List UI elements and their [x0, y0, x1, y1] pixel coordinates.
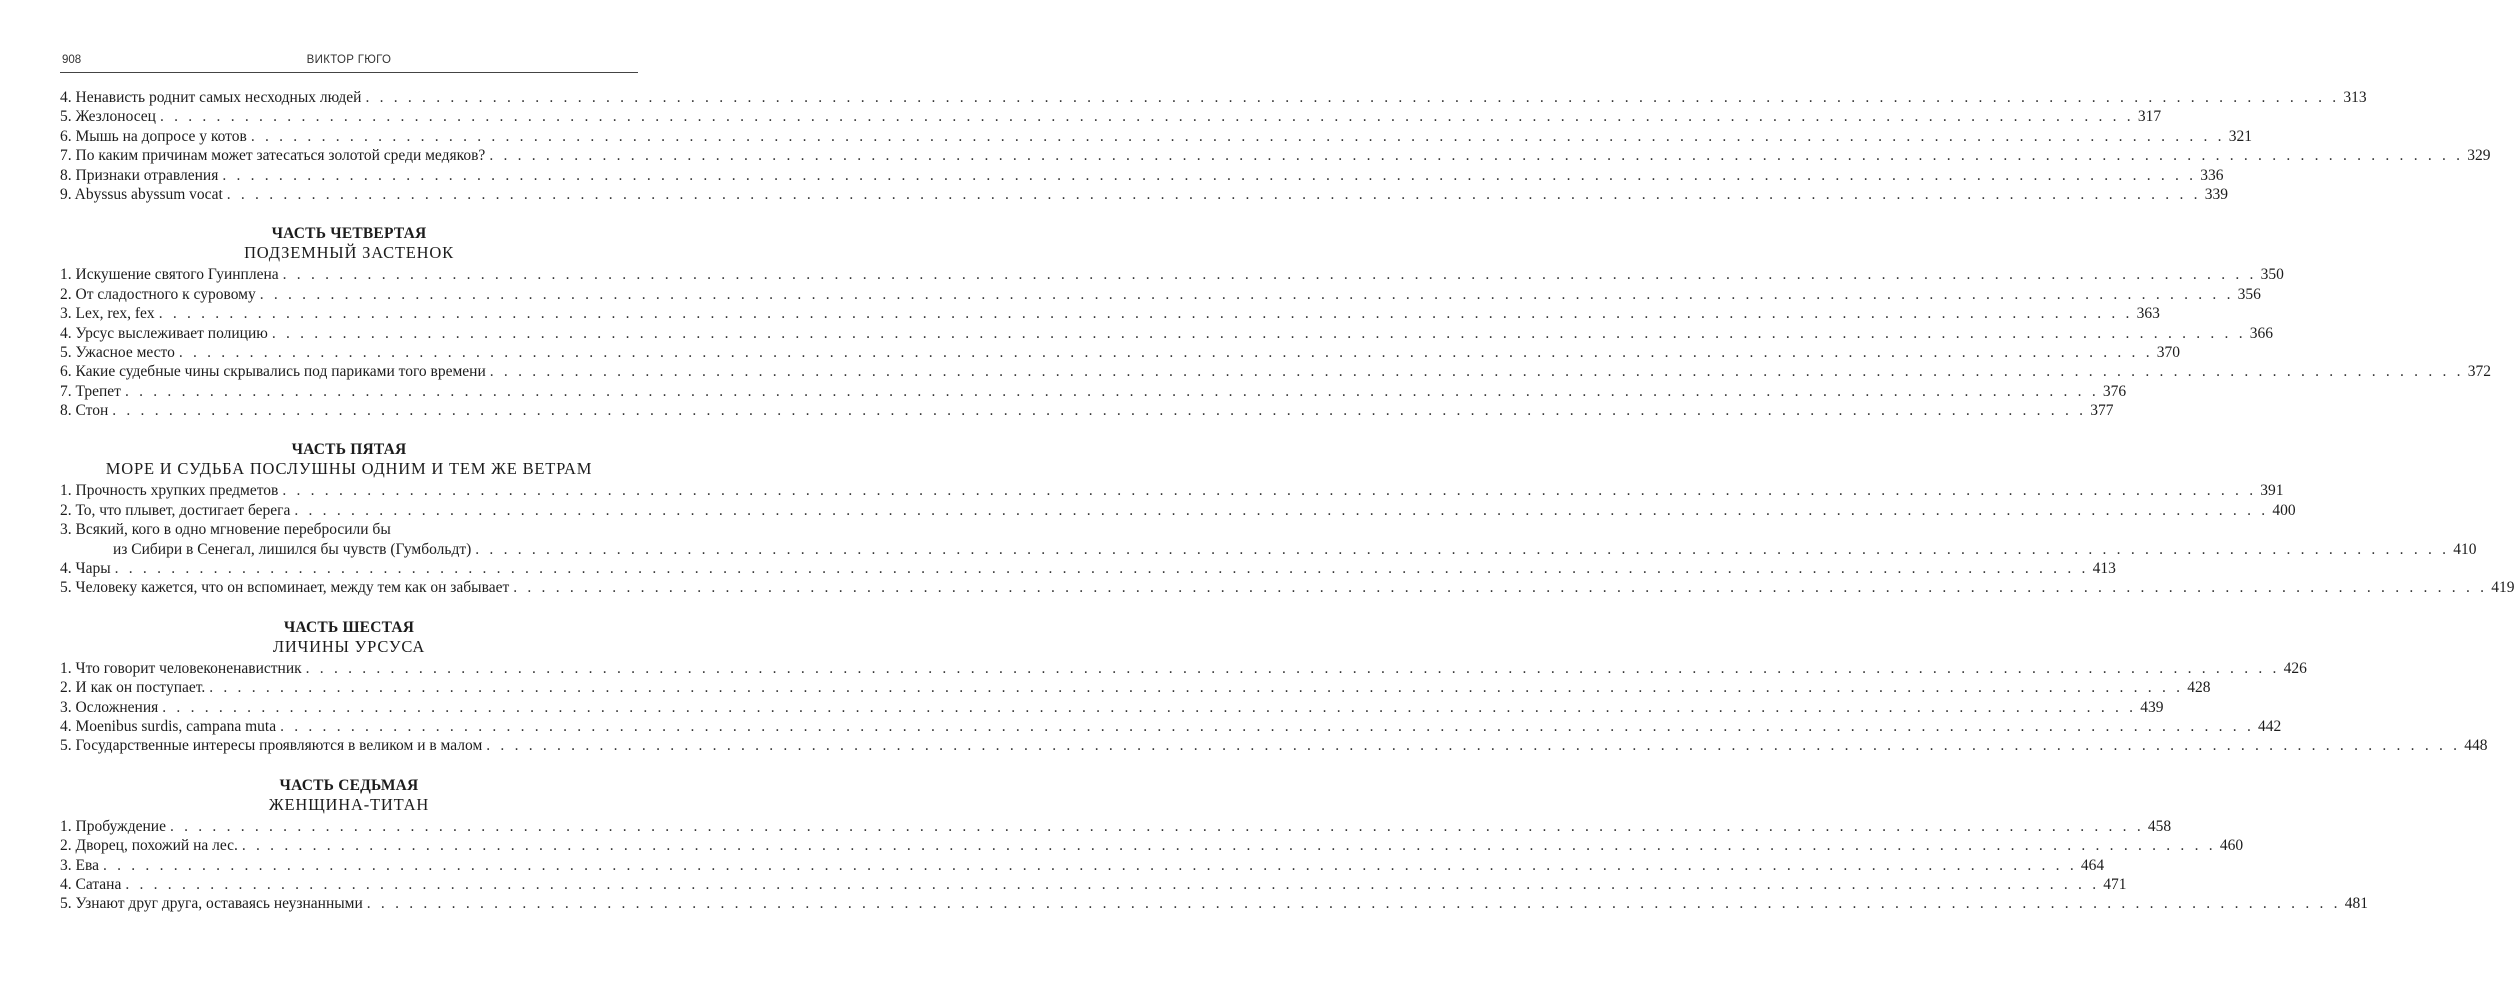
chapter-title: 3. Ева [60, 856, 99, 874]
chapter-title: из Сибири в Сенегал, лишился бы чувств (Гумбольдт) [113, 540, 472, 558]
toc-line [60, 698, 2164, 717]
chapter-title: 1. Прочность хрупких предметов [60, 482, 279, 500]
toc-entry[interactable] [60, 146, 2491, 165]
chapter-title: 4. Сатана [60, 875, 122, 893]
toc-entry[interactable] [60, 875, 2127, 894]
part-subtitle: МОРЕ И СУДЬБА ПОСЛУШНЫ ОДНИМ И ТЕМ ЖЕ ВЕТРАМ [105, 459, 593, 479]
dot-leader: . . . . . . . . . . . . . . . . . . . . . . . . . . . . . . . . . . . . . . . . . . . . . . . . . . . . . . . . . . . . . . . . . . . . . . . . . . . . . . . . . . . . . . . . . . . . . . . . . . . . . . . . . . . . . . . . . . . . . . . . . . . . . . . . . . . . . . . . . . . . [209, 679, 2184, 697]
dot-leader: . . . . . . . . . . . . . . . . . . . . . . . . . . . . . . . . . . . . . . . . . . . . . . . . . . . . . . . . . . . . . . . . . . . . . . . . . . . . . . . . . . . . . . . . . . . . . . . . . . . . . . . . . . . . . . . . . . . . . . . . . . . . . . . . . . . . . . . . . . . . [124, 382, 2099, 400]
chapter-title: 5. Государственные интересы проявляются в великом и в малом [60, 737, 483, 755]
dot-leader: . . . . . . . . . . . . . . . . . . . . . . . . . . . . . . . . . . . . . . . . . . . . . . . . . . . . . . . . . . . . . . . . . . . . . . . . . . . . . . . . . . . . . . . . . . . . . . . . . . . . . . . . . . . . . . . . . . . . . . . . . . . . . . . . . . . . . . . . . . . . [486, 737, 2461, 755]
toc-line [60, 717, 2282, 736]
page-ref: 426 [2283, 659, 2307, 677]
chapter-title: 5. Человеку кажется, что он вспоминает, между тем как он забывает [60, 579, 510, 597]
page-ref: 413 [2092, 560, 2116, 578]
toc-line [60, 540, 2477, 559]
toc-entry[interactable] [60, 559, 2116, 578]
toc-line [60, 736, 2488, 755]
toc-entry[interactable] [60, 324, 2274, 343]
toc-line [60, 166, 2224, 185]
toc-line [60, 520, 638, 539]
dot-leader: . . . . . . . . . . . . . . . . . . . . . . . . . . . . . . . . . . . . . . . . . . . . . . . . . . . . . . . . . . . . . . . . . . . . . . . . . . . . . . . . . . . . . . . . . . . . . . . . . . . . . . . . . . . . . . . . . . . . . . . . . . . . . . . . . . . . . . . . . . . . [158, 305, 2133, 323]
toc-line [60, 265, 2284, 284]
toc-line [60, 578, 2514, 597]
dot-leader: . . . . . . . . . . . . . . . . . . . . . . . . . . . . . . . . . . . . . . . . . . . . . . . . . . . . . . . . . . . . . . . . . . . . . . . . . . . . . . . . . . . . . . . . . . . . . . . . . . . . . . . . . . . . . . . . . . . . . . . . . . . . . . . . . . . . . . . . . . . . [271, 324, 2246, 342]
toc-entry[interactable] [60, 185, 2228, 204]
page-ref: 481 [2344, 895, 2368, 913]
page-ref: 356 [2237, 285, 2261, 303]
chapter-title: 4. Ненависть роднит самых несходных людей [60, 89, 362, 106]
toc-entry[interactable] [60, 88, 2367, 107]
dot-leader: . . . . . . . . . . . . . . . . . . . . . . . . . . . . . . . . . . . . . . . . . . . . . . . . . . . . . . . . . . . . . . . . . . . . . . . . . . . . . . . . . . . . . . . . . . . . . . . . . . . . . . . . . . . . . . . . . . . . . . . . . . . . . . . . . . . . . . . . . . . . [112, 402, 2087, 420]
page-ref: 391 [2260, 482, 2284, 500]
page-ref: 458 [2147, 817, 2172, 835]
toc-line [60, 304, 2160, 323]
dot-leader: . . . . . . . . . . . . . . . . . . . . . . . . . . . . . . . . . . . . . . . . . . . . . . . . . . . . . . . . . . . . . . . . . . . . . . . . . . . . . . . . . . . . . . . . . . . . . . . . . . . . . . . . . . . . . . . . . . . . . . . . . . . . . . . . . . . . . . . . . . . . [125, 875, 2100, 893]
dot-leader: . . . . . . . . . . . . . . . . . . . . . . . . . . . . . . . . . . . . . . . . . . . . . . . . . . . . . . . . . . . . . . . . . . . . . . . . . . . . . . . . . . . . . . . . . . . . . . . . . . . . . . . . . . . . . . . . . . . . . . . . . . . . . . . . . . . . . . . . . . . . [162, 698, 2137, 716]
chapter-title: 2. И как он поступает. [60, 679, 206, 697]
chapter-title: 3. Lex, rex, fex [60, 305, 155, 323]
toc-entry[interactable] [60, 659, 2307, 678]
page-ref: 377 [2090, 402, 2114, 420]
page-ref: 317 [2137, 108, 2162, 126]
page-ref: 339 [2204, 185, 2228, 203]
dot-leader: . . . . . . . . . . . . . . . . . . . . . . . . . . . . . . . . . . . . . . . . . . . . . . . . . . . . . . . . . . . . . . . . . . . . . . . . . . . . . . . . . . . . . . . . . . . . . . . . . . . . . . . . . . . . . . . . . . . . . . . . . . . . . . . . . . . . . . . . . . . . [294, 501, 2269, 519]
toc-line [60, 127, 2253, 146]
toc-section [60, 440, 2514, 597]
chapter-title: 9. Abyssus abyssum vocat [60, 185, 223, 203]
toc-entry[interactable] [60, 382, 2127, 401]
page-ref: 329 [2467, 147, 2491, 165]
chapter-title: 5. Жезлоносец [60, 108, 156, 126]
toc-line [60, 894, 2368, 913]
dot-leader: . . . . . . . . . . . . . . . . . . . . . . . . . . . . . . . . . . . . . . . . . . . . . . . . . . . . . . . . . . . . . . . . . . . . . . . . . . . . . . . . . . . . . . . . . . . . . . . . . . . . . . . . . . . . . . . . . . . . . . . . . . . . . . . . . . . . . . . . . . . . [489, 363, 2464, 381]
chapter-title: 2. То, что плывет, достигает берега [60, 501, 291, 519]
dot-leader: . . . . . . . . . . . . . . . . . . . . . . . . . . . . . . . . . . . . . . . . . . . . . . . . . . . . . . . . . . . . . . . . . . . . . . . . . . . . . . . . . . . . . . . . . . . . . . . . . . . . . . . . . . . . . . . . . . . . . . . . . . . . . . . . . . . . . . . . . . . . [282, 482, 2257, 500]
toc-entry[interactable] [60, 166, 2224, 185]
toc-entry[interactable] [60, 501, 2296, 520]
toc-entry[interactable] [60, 285, 2261, 304]
toc-line [60, 146, 2491, 165]
toc-section [60, 776, 2368, 914]
part-heading: ЧАСТЬ ШЕСТАЯ [283, 618, 415, 636]
dot-leader: . . . . . . . . . . . . . . . . . . . . . . . . . . . . . . . . . . . . . . . . . . . . . . . . . . . . . . . . . . . . . . . . . . . . . . . . . . . . . . . . . . . . . . . . . . . . . . . . . . . . . . . . . . . . . . . . . . . . . . . . . . . . . . . . . . . . . . . . . . . . [366, 895, 2341, 913]
toc-entry[interactable] [60, 265, 2284, 284]
page-ref: 336 [2200, 166, 2224, 184]
toc-entry[interactable] [60, 817, 2172, 836]
dot-leader: . . . . . . . . . . . . . . . . . . . . . . . . . . . . . . . . . . . . . . . . . . . . . . . . . . . . . . . . . . . . . . . . . . . . . . . . . . . . . . . . . . . . . . . . . . . . . . . . . . . . . . . . . . . . . . . . . . . . . . . . . . . . . . . . . . . . . . . . . . . . [169, 817, 2144, 835]
page-ref: 442 [2258, 717, 2282, 735]
toc-line [60, 559, 2116, 578]
dot-leader: . . . . . . . . . . . . . . . . . . . . . . . . . . . . . . . . . . . . . . . . . . . . . . . . . . . . . . . . . . . . . . . . . . . . . . . . . . . . . . . . . . . . . . . . . . . . . . . . . . . . . . . . . . . . . . . . . . . . . . . . . . . . . . . . . . . . . . . . . . . . [489, 147, 2464, 165]
chapter-title: 2. От сладостного к суровому [60, 285, 256, 303]
dot-leader: . . . . . . . . . . . . . . . . . . . . . . . . . . . . . . . . . . . . . . . . . . . . . . . . . . . . . . . . . . . . . . . . . . . . . . . . . . . . . . . . . . . . . . . . . . . . . . . . . . . . . . . . . . . . . . . . . . . . . . . . . . . . . . . . . . . . . . . . . . . . [513, 579, 2488, 597]
chapter-title: 5. Ужасное место [60, 343, 175, 361]
page-ref: 471 [2103, 875, 2127, 893]
toc-entry[interactable] [60, 362, 2491, 381]
chapter-title: 8. Стон [60, 402, 109, 420]
page-ref: 313 [2343, 89, 2367, 106]
part-subtitle: ЛИЧИНЫ УРСУСА [272, 636, 426, 656]
chapter-title: 6. Мышь на допросе у котов [60, 127, 247, 145]
toc-line [60, 481, 2284, 500]
toc-line [60, 88, 2367, 107]
toc-entry[interactable] [60, 107, 2162, 126]
chapter-title: 1. Что говорит человеконенавистник [60, 659, 302, 677]
page-ref: 350 [2260, 266, 2284, 284]
chapter-title: 7. Трепет [60, 382, 121, 400]
chapter-title: 4. Чары [60, 560, 111, 578]
chapter-title: 7. По каким причинам может затесаться золотой среди медяков? [60, 147, 486, 165]
toc-entry[interactable] [60, 678, 2211, 697]
toc-entry[interactable] [60, 127, 2253, 146]
toc-entry[interactable] [60, 698, 2164, 717]
page-ref: 428 [2187, 679, 2211, 697]
toc-entry[interactable] [60, 736, 2488, 755]
dot-leader: . . . . . . . . . . . . . . . . . . . . . . . . . . . . . . . . . . . . . . . . . . . . . . . . . . . . . . . . . . . . . . . . . . . . . . . . . . . . . . . . . . . . . . . . . . . . . . . . . . . . . . . . . . . . . . . . . . . . . . . . . . . . . . . . . . . . . . . . . . . . [241, 837, 2216, 855]
toc-entry[interactable] [60, 304, 2160, 323]
table-of-contents [60, 88, 2514, 914]
chapter-title: 1. Пробуждение [60, 817, 166, 835]
toc-line [60, 285, 2261, 304]
part-heading: ЧАСТЬ СЕДЬМАЯ [279, 776, 419, 794]
dot-leader: . . . . . . . . . . . . . . . . . . . . . . . . . . . . . . . . . . . . . . . . . . . . . . . . . . . . . . . . . . . . . . . . . . . . . . . . . . . . . . . . . . . . . . . . . . . . . . . . . . . . . . . . . . . . . . . . . . . . . . . . . . . . . . . . . . . . . . . . . . . . [475, 540, 2450, 558]
page-ref: 439 [2140, 698, 2164, 716]
page-ref: 363 [2136, 305, 2160, 323]
page-ref: 464 [2080, 856, 2105, 874]
toc-line [60, 107, 2162, 126]
part-heading: ЧАСТЬ ПЯТАЯ [291, 441, 407, 459]
chapter-title: 4. Moenibus surdis, campana muta [60, 717, 277, 735]
dot-leader: . . . . . . . . . . . . . . . . . . . . . . . . . . . . . . . . . . . . . . . . . . . . . . . . . . . . . . . . . . . . . . . . . . . . . . . . . . . . . . . . . . . . . . . . . . . . . . . . . . . . . . . . . . . . . . . . . . . . . . . . . . . . . . . . . . . . . . . . . . . . [114, 560, 2089, 578]
toc-entry[interactable] [60, 856, 2105, 875]
chapter-title: 3. Всякий, кого в одно мгновение перебросили бы [60, 521, 391, 539]
page-ref: 448 [2464, 737, 2488, 755]
chapter-title: 2. Дворец, похожий на лес. [60, 837, 238, 855]
toc-entry[interactable] [60, 717, 2282, 736]
toc-line [60, 324, 2274, 343]
running-title: ВИКТОР ГЮГО [306, 54, 392, 66]
toc-section [60, 88, 2491, 204]
page-ref: 366 [2249, 324, 2274, 342]
toc-entry[interactable] [60, 343, 2181, 362]
chapter-title: 4. Урсус выслеживает полицию [60, 324, 268, 342]
toc-line [60, 817, 2172, 836]
toc-line [60, 501, 2296, 520]
toc-line [60, 185, 2228, 204]
toc-entry[interactable] [60, 520, 2477, 559]
page-ref: 400 [2272, 501, 2296, 519]
part-subtitle: ЖЕНЩИНА-ТИТАН [268, 794, 430, 814]
dot-leader: . . . . . . . . . . . . . . . . . . . . . . . . . . . . . . . . . . . . . . . . . . . . . . . . . . . . . . . . . . . . . . . . . . . . . . . . . . . . . . . . . . . . . . . . . . . . . . . . . . . . . . . . . . . . . . . . . . . . . . . . . . . . . . . . . . . . . . . . . . . . [305, 659, 2280, 677]
page-number: 908 [62, 54, 82, 66]
toc-entry[interactable] [60, 481, 2284, 500]
page-ref: 460 [2219, 837, 2244, 855]
toc-line [60, 678, 2211, 697]
toc-entry[interactable] [60, 894, 2368, 913]
dot-leader: . . . . . . . . . . . . . . . . . . . . . . . . . . . . . . . . . . . . . . . . . . . . . . . . . . . . . . . . . . . . . . . . . . . . . . . . . . . . . . . . . . . . . . . . . . . . . . . . . . . . . . . . . . . . . . . . . . . . . . . . . . . . . . . . . . . . . . . . . . . . [282, 266, 2257, 284]
toc-line [60, 343, 2181, 362]
chapter-title: 5. Узнают друг друга, оставаясь неузнанными [60, 895, 363, 913]
toc-entry[interactable] [60, 401, 2114, 420]
chapter-title: 3. Осложнения [60, 698, 159, 716]
toc-line [60, 836, 2244, 855]
page-header [60, 54, 638, 73]
toc-line [60, 659, 2307, 678]
dot-leader: . . . . . . . . . . . . . . . . . . . . . . . . . . . . . . . . . . . . . . . . . . . . . . . . . . . . . . . . . . . . . . . . . . . . . . . . . . . . . . . . . . . . . . . . . . . . . . . . . . . . . . . . . . . . . . . . . . . . . . . . . . . . . . . . . . . . . . . . . . . . [365, 89, 2340, 106]
toc-section [60, 618, 2488, 756]
chapter-title: 6. Какие судебные чины скрывались под париками того времени [60, 363, 486, 381]
toc-entry[interactable] [60, 836, 2244, 855]
dot-leader: . . . . . . . . . . . . . . . . . . . . . . . . . . . . . . . . . . . . . . . . . . . . . . . . . . . . . . . . . . . . . . . . . . . . . . . . . . . . . . . . . . . . . . . . . . . . . . . . . . . . . . . . . . . . . . . . . . . . . . . . . . . . . . . . . . . . . . . . . . . . [222, 166, 2197, 184]
toc-line [60, 382, 2127, 401]
part-heading: ЧАСТЬ ЧЕТВЕРТАЯ [271, 225, 427, 243]
toc-section [60, 224, 2491, 420]
part-subtitle: ПОДЗЕМНЫЙ ЗАСТЕНОК [244, 243, 454, 263]
dot-leader: . . . . . . . . . . . . . . . . . . . . . . . . . . . . . . . . . . . . . . . . . . . . . . . . . . . . . . . . . . . . . . . . . . . . . . . . . . . . . . . . . . . . . . . . . . . . . . . . . . . . . . . . . . . . . . . . . . . . . . . . . . . . . . . . . . . . . . . . . . . . [102, 856, 2077, 874]
page-ref: 321 [2228, 127, 2253, 145]
chapter-title: 1. Искушение святого Гуинплена [60, 266, 279, 284]
chapter-title: 8. Признаки отравления [60, 166, 219, 184]
toc-entry[interactable] [60, 578, 2514, 597]
page-ref: 372 [2467, 363, 2491, 381]
toc-line [60, 856, 2105, 875]
dot-leader: . . . . . . . . . . . . . . . . . . . . . . . . . . . . . . . . . . . . . . . . . . . . . . . . . . . . . . . . . . . . . . . . . . . . . . . . . . . . . . . . . . . . . . . . . . . . . . . . . . . . . . . . . . . . . . . . . . . . . . . . . . . . . . . . . . . . . . . . . . . . [259, 285, 2234, 303]
dot-leader: . . . . . . . . . . . . . . . . . . . . . . . . . . . . . . . . . . . . . . . . . . . . . . . . . . . . . . . . . . . . . . . . . . . . . . . . . . . . . . . . . . . . . . . . . . . . . . . . . . . . . . . . . . . . . . . . . . . . . . . . . . . . . . . . . . . . . . . . . . . . [280, 717, 2255, 735]
dot-leader: . . . . . . . . . . . . . . . . . . . . . . . . . . . . . . . . . . . . . . . . . . . . . . . . . . . . . . . . . . . . . . . . . . . . . . . . . . . . . . . . . . . . . . . . . . . . . . . . . . . . . . . . . . . . . . . . . . . . . . . . . . . . . . . . . . . . . . . . . . . . [250, 127, 2225, 145]
page-ref: 370 [2156, 343, 2181, 361]
toc-line [60, 401, 2114, 420]
toc-line [60, 875, 2127, 894]
page-ref: 376 [2102, 382, 2127, 400]
dot-leader: . . . . . . . . . . . . . . . . . . . . . . . . . . . . . . . . . . . . . . . . . . . . . . . . . . . . . . . . . . . . . . . . . . . . . . . . . . . . . . . . . . . . . . . . . . . . . . . . . . . . . . . . . . . . . . . . . . . . . . . . . . . . . . . . . . . . . . . . . . . . [226, 185, 2201, 203]
toc-line [60, 362, 2491, 381]
page-ref: 410 [2453, 540, 2477, 558]
dot-leader: . . . . . . . . . . . . . . . . . . . . . . . . . . . . . . . . . . . . . . . . . . . . . . . . . . . . . . . . . . . . . . . . . . . . . . . . . . . . . . . . . . . . . . . . . . . . . . . . . . . . . . . . . . . . . . . . . . . . . . . . . . . . . . . . . . . . . . . . . . . . [159, 108, 2134, 126]
dot-leader: . . . . . . . . . . . . . . . . . . . . . . . . . . . . . . . . . . . . . . . . . . . . . . . . . . . . . . . . . . . . . . . . . . . . . . . . . . . . . . . . . . . . . . . . . . . . . . . . . . . . . . . . . . . . . . . . . . . . . . . . . . . . . . . . . . . . . . . . . . . . [178, 343, 2153, 361]
page-ref: 419 [2491, 579, 2514, 597]
